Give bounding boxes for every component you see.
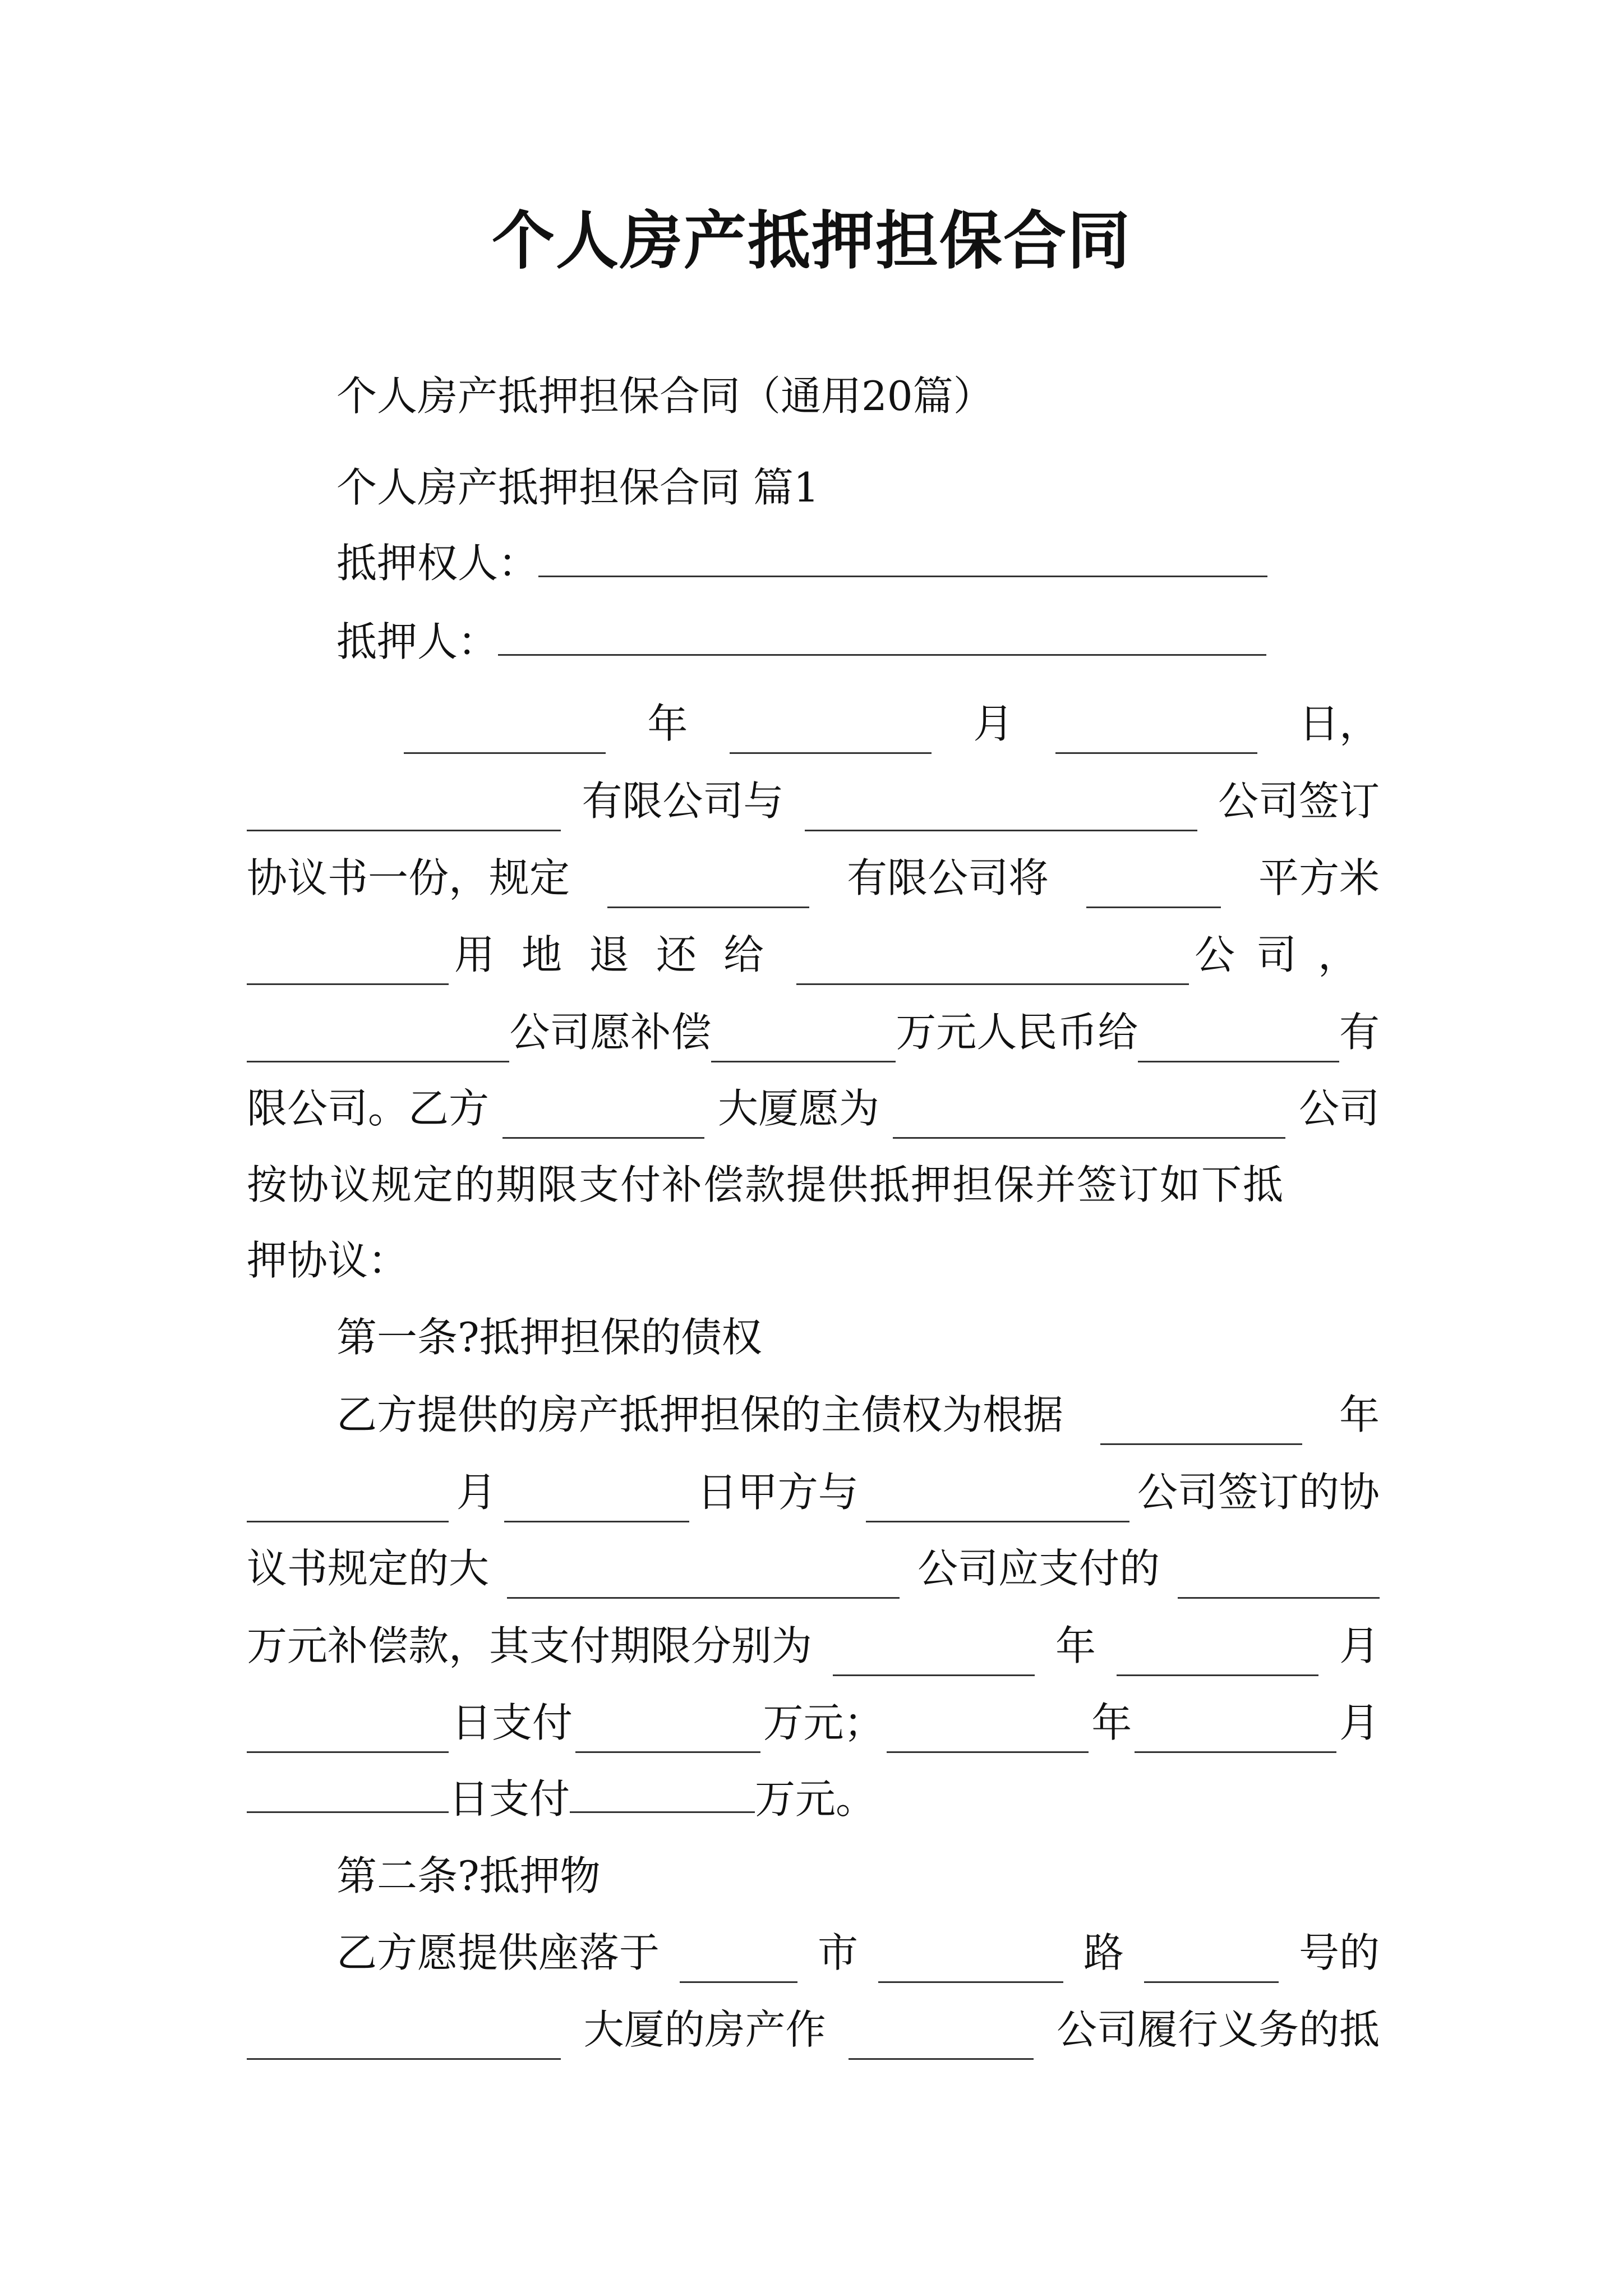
text: 议书规定的大	[247, 1545, 490, 1592]
text: 用地退还给	[454, 931, 791, 978]
blank	[833, 1633, 1035, 1676]
blank	[730, 711, 932, 754]
para1-line6	[247, 1078, 1380, 1139]
art1-line2	[247, 1462, 1380, 1522]
blank	[849, 2017, 1034, 2060]
text: 月	[1339, 1699, 1380, 1746]
blank	[247, 1479, 449, 1522]
blank	[1117, 1633, 1318, 1676]
blank	[866, 1479, 1129, 1522]
text: 大厦愿为	[717, 1085, 879, 1132]
blank	[247, 1770, 449, 1813]
mortgagee-line	[336, 533, 1324, 593]
text: 万元补偿款，其支付期限分别为	[247, 1622, 813, 1669]
text: 有限公司将	[846, 854, 1049, 901]
blank	[247, 2017, 561, 2060]
text: 万元；	[763, 1699, 884, 1746]
text: 年	[647, 700, 688, 747]
text: 公司	[1298, 1085, 1380, 1132]
text: 万元人民币给	[896, 1009, 1138, 1056]
article1-heading: 第一条?抵押担保的债权	[336, 1314, 762, 1361]
blank	[502, 1096, 704, 1139]
text: 年	[1055, 1622, 1096, 1669]
blank	[247, 1019, 509, 1062]
text: 公司履行义务的抵	[1056, 2006, 1380, 2053]
blank	[1138, 1019, 1339, 1062]
chapter-heading: 个人房产抵押担保合同 篇1	[336, 464, 819, 511]
text: 月	[456, 1469, 497, 1516]
blank	[404, 711, 606, 754]
article2-heading: 第二条?抵押物	[336, 1852, 601, 1899]
text: 日支付	[449, 1775, 570, 1823]
text: 年	[1339, 1391, 1380, 1438]
text: 万元。	[755, 1775, 877, 1823]
blank	[887, 1710, 1089, 1753]
text: 公司签订的协	[1137, 1469, 1380, 1516]
text: 公司应支付的	[917, 1545, 1160, 1592]
blank	[878, 1940, 1063, 1983]
text: 协议书一份，规定	[247, 854, 570, 901]
blank	[247, 1710, 449, 1753]
text: 号的	[1298, 1929, 1380, 1976]
para1-line3	[247, 848, 1380, 908]
text: 公司，	[1194, 931, 1380, 978]
blank	[680, 1940, 797, 1983]
blank	[1144, 1940, 1279, 1983]
text: 乙方提供的房产抵押担保的主债权为根据	[336, 1391, 1064, 1438]
art2-line2	[247, 1999, 1380, 2060]
blank	[504, 1479, 689, 1522]
mortgagor-blank	[498, 613, 1266, 656]
art1-line4	[247, 1616, 1380, 1676]
para1-line7: 按协议规定的期限支付补偿款提供抵押担保并签订如下抵	[247, 1161, 1285, 1208]
blank	[711, 1019, 896, 1062]
text: 限公司。乙方	[247, 1085, 490, 1132]
mortgagee-label: 抵押权人：	[336, 540, 539, 587]
document-title: 个人房产抵押担保合同	[492, 204, 1131, 278]
text: 大厦的房产作	[583, 2006, 826, 2053]
blank	[1100, 1402, 1302, 1445]
text: 月	[1339, 1622, 1380, 1669]
text: 有	[1339, 1009, 1380, 1056]
mortgagee-blank	[538, 534, 1267, 577]
blank	[805, 788, 1197, 831]
text: 月	[973, 700, 1014, 747]
blank	[507, 1556, 900, 1599]
art2-line1	[336, 1922, 1380, 1983]
text: 日支付	[451, 1699, 573, 1746]
blank	[575, 1710, 760, 1753]
text: 公司签订	[1218, 777, 1380, 825]
blank	[796, 942, 1189, 985]
text: 日，	[1298, 700, 1380, 747]
date-line	[404, 693, 1380, 754]
blank	[1055, 711, 1257, 754]
text: 路	[1083, 1929, 1124, 1976]
art1-line3	[247, 1538, 1380, 1599]
text: 公司愿补偿	[509, 1009, 712, 1056]
blank	[1178, 1556, 1380, 1599]
art1-line5	[247, 1692, 1380, 1753]
text: 平方米	[1258, 854, 1380, 901]
text: 乙方愿提供座落于	[336, 1929, 660, 1976]
para1-line8: 押协议：	[247, 1237, 409, 1284]
blank	[247, 942, 449, 985]
art1-line6	[247, 1769, 1380, 1829]
blank	[1135, 1710, 1336, 1753]
blank	[607, 865, 809, 908]
mortgagor-line	[336, 611, 1324, 672]
mortgagor-label: 抵押人：	[336, 618, 499, 665]
art1-line1	[336, 1384, 1380, 1445]
text: 有限公司与	[582, 777, 784, 825]
blank	[247, 788, 561, 831]
text: 市	[817, 1929, 858, 1976]
para1-line2	[247, 771, 1380, 831]
text: 年	[1091, 1699, 1132, 1746]
blank	[570, 1770, 755, 1813]
subtitle: 个人房产抵押担保合同（通用20篇）	[336, 372, 994, 420]
text: 日甲方与	[697, 1469, 859, 1516]
para1-line4	[247, 924, 1380, 985]
blank	[1086, 865, 1221, 908]
para1-line5	[247, 1002, 1380, 1062]
blank	[893, 1096, 1285, 1139]
